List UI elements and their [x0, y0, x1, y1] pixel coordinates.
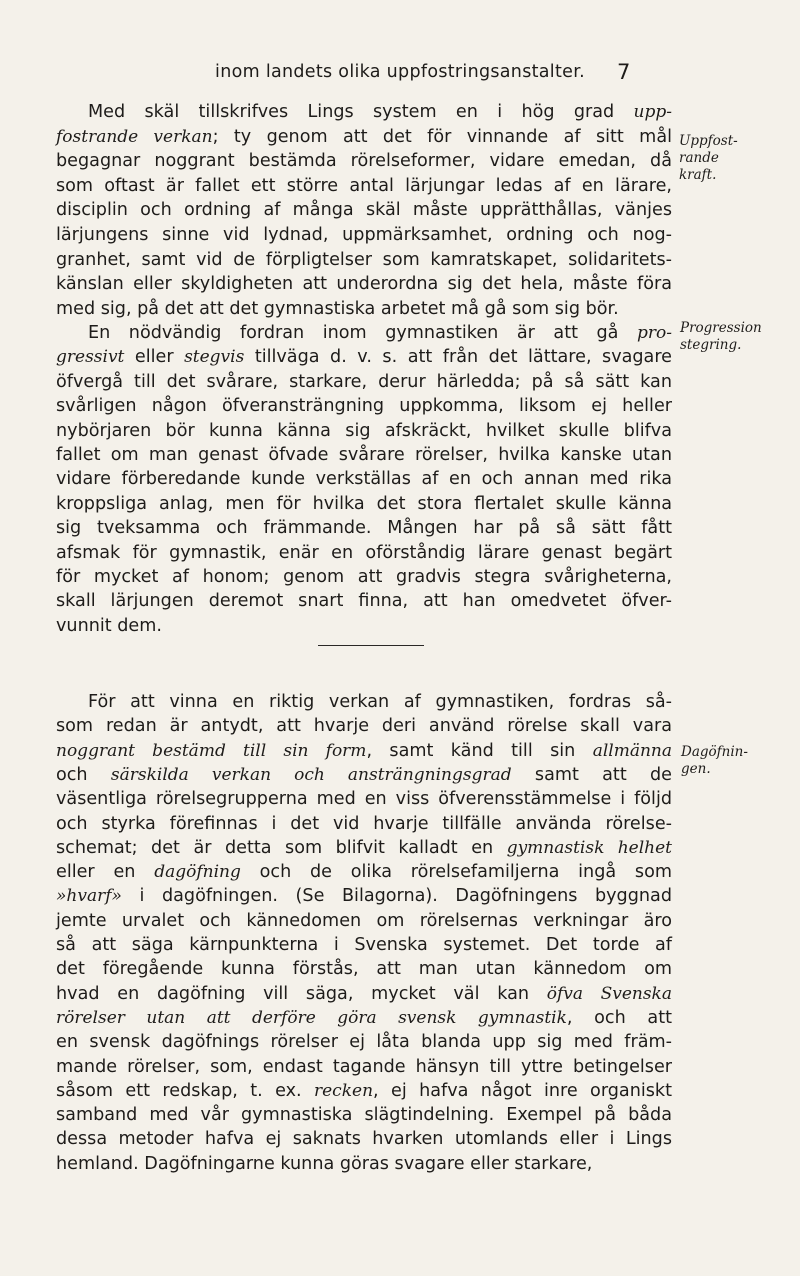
emphasis: dagöfning: [154, 862, 241, 883]
text-line: känslan eller skyldigheten att underordna sig det hela, måste föra: [56, 274, 672, 295]
margin-note-line: gen.: [681, 761, 711, 777]
text-line: afsmak för gymnastik, enär en oförståndig lärare genast begärt: [56, 542, 672, 563]
text-line: schemat; det är detta som blifvit kalladt en gymnastisk helhet: [56, 837, 672, 858]
emphasis: pro-: [637, 323, 672, 343]
emphasis: noggrant bestämd till sin form: [56, 740, 367, 761]
text-line: svårligen någon öfveransträngning uppkomma, liksom ej heller: [56, 396, 672, 417]
text-line: och särskilda verkan och ansträngningsgrad samt att de: [56, 764, 672, 785]
text-line: begagnar noggrant bestämda rörelseformer, vidare emedan, då: [56, 151, 672, 172]
text-line: väsentliga rörelsegrupperna med en viss öfverensstämmelse i följd: [56, 789, 672, 810]
margin-note-line: rande: [679, 150, 719, 166]
emphasis: gymnastisk helhet: [506, 837, 672, 858]
emphasis: öfva Svenska: [546, 983, 672, 1004]
text-line: vunnit dem.: [56, 615, 162, 636]
text-line: disciplin och ordning af många skäl måste upprätthållas, vänjes: [56, 200, 672, 221]
emphasis: stegvis: [184, 347, 245, 368]
text-line: sig tveksamma och främmande. Mången har på så sätt fått: [56, 518, 672, 539]
text-line: En nödvändig fordran inom gymnastiken är att gå pro-: [88, 323, 672, 343]
text-line: lärjungens sinne vid lydnad, uppmärksamhet, ordning och nog-: [56, 225, 672, 245]
text-line: dessa metoder hafva ej saknats hvarken utomlands eller i Lings: [56, 1129, 672, 1150]
text-line: För att vinna en riktig verkan af gymnastiken, fordras så-: [88, 692, 672, 712]
section-divider: [318, 645, 424, 646]
text-line: kroppsliga anlag, men för hvilka det stora flertalet skulle känna: [56, 493, 672, 514]
emphasis: särskilda verkan och ansträngningsgrad: [110, 764, 512, 785]
emphasis: upp-: [633, 102, 672, 122]
text-line: gressivt eller stegvis tillväga d. v. s. att från det lättare, svagare: [56, 347, 673, 368]
emphasis: allmänna: [592, 740, 672, 761]
text-line: hvad en dagöfning vill säga, mycket väl kan öfva Svenska: [56, 983, 672, 1004]
emphasis: rörelser utan att derföre göra svensk gymnastik: [56, 1007, 567, 1028]
margin-note-line: Progression: [680, 320, 762, 336]
text-line: rörelser utan att derföre göra svensk gymnastik, och att: [56, 1007, 672, 1028]
text-line: det föregående kunna förstås, att man utan kännedom om: [56, 959, 672, 980]
text-line: öfvergå till det svårare, starkare, derur härledda; på så sätt kan: [56, 371, 672, 392]
margin-note-progression: [680, 320, 800, 354]
text-line: så att säga kärnpunkterna i Svenska systemet. Det torde af: [56, 935, 672, 955]
running-title: inom landets olika uppfostringsanstalter.: [215, 62, 585, 82]
page-number: 7: [617, 60, 631, 84]
text-line: som oftast är fallet ett större antal lärjungar ledas af en lärare,: [56, 175, 672, 196]
text-line: skall lärjungen deremot snart finna, att han omedvetet öfver-: [56, 591, 672, 612]
text-line: nybörjaren bör kunna känna sig afskräckt, hvilket skulle blifva: [56, 420, 672, 441]
text-line: Med skäl tillskrifves Lings system en i hög grad upp-: [88, 102, 672, 122]
text-line: med sig, på det att det gymnastiska arbetet må gå som sig bör.: [56, 298, 619, 319]
text-line: vidare förberedande kunde verkställas af en och annan med rika: [56, 469, 672, 490]
emphasis: gressivt: [56, 347, 125, 368]
margin-note-line: Uppfost-: [679, 133, 738, 149]
margin-note-uppfostrande: [679, 133, 799, 184]
margin-note-line: Dagöfnin-: [681, 744, 748, 760]
text-line: noggrant bestämd till sin form, samt känd till sin allmänna: [56, 740, 672, 761]
emphasis: fostrande verkan: [56, 126, 213, 147]
text-line: fallet om man genast öfvade svårare rörelser, hvilka kanske utan: [56, 445, 672, 465]
margin-note-line: stegring.: [680, 337, 742, 353]
text-line: fostrande verkan; ty genom att det för vinnande af sitt mål: [56, 126, 672, 147]
text-line: en svensk dagöfnings rörelser ej låta blanda upp sig med främ-: [56, 1032, 672, 1053]
margin-note-dagofningen: [681, 744, 800, 778]
text-line: mande rörelser, som, endast tagande hänsyn till yttre betingelser: [56, 1056, 672, 1077]
text-line: såsom ett redskap, t. ex. recken, ej hafva något inre organiskt: [56, 1080, 672, 1101]
text-line: för mycket af honom; genom att gradvis stegra svårigheterna,: [56, 567, 672, 587]
text-line: eller en dagöfning och de olika rörelsefamiljerna ingå som: [56, 862, 672, 883]
text-line: granhet, samt vid de förpligtelser som kamratskapet, solidaritets-: [56, 249, 672, 270]
emphasis: recken: [314, 1080, 374, 1101]
text-line: samband med vår gymnastiska slägtindelning. Exempel på båda: [56, 1105, 672, 1126]
margin-note-line: kraft.: [679, 167, 717, 183]
running-header: [0, 60, 800, 88]
text-line: »hvarf» i dagöfningen. (Se Bilagorna). Dagöfningens byggnad: [56, 886, 672, 907]
text-line: jemte urvalet och kännedomen om rörelsernas verkningar äro: [56, 910, 672, 931]
text-line: hemland. Dagöfningarne kunna göras svagare eller starkare,: [56, 1153, 593, 1174]
emphasis: »hvarf»: [56, 886, 122, 907]
text-line: som redan är antydt, att hvarje deri använd rörelse skall vara: [56, 716, 672, 737]
text-line: och styrka förefinnas i det vid hvarje tillfälle använda rörelse-: [56, 813, 672, 834]
